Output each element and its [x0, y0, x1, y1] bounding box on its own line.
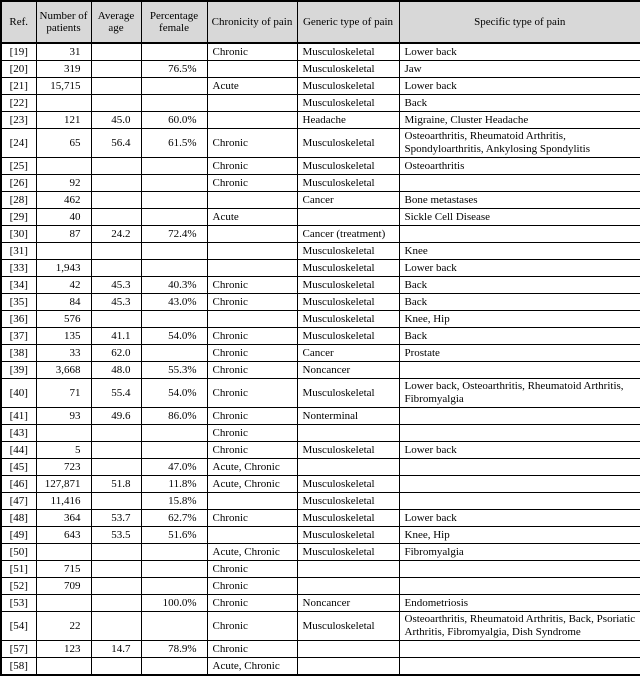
cell-specific-type: Sickle Cell Disease — [399, 209, 640, 226]
cell-num-patients — [36, 95, 91, 112]
cell-chronicity — [207, 243, 297, 260]
table-row — [1, 175, 640, 192]
cell-ref: [44] — [1, 442, 36, 459]
table-row — [1, 43, 640, 61]
cell-specific-type: Lower back — [399, 260, 640, 277]
cell-generic-type: Musculoskeletal — [297, 158, 399, 175]
cell-generic-type: Musculoskeletal — [297, 243, 399, 260]
cell-ref: [39] — [1, 362, 36, 379]
cell-num-patients: 71 — [36, 379, 91, 408]
cell-pct-female — [141, 612, 207, 641]
column-header-generic-type: Generic type of pain — [297, 1, 399, 43]
cell-chronicity: Acute, Chronic — [207, 459, 297, 476]
cell-chronicity: Chronic — [207, 277, 297, 294]
cell-specific-type: Endometriosis — [399, 595, 640, 612]
cell-pct-female — [141, 209, 207, 226]
cell-avg-age — [91, 442, 141, 459]
cell-ref: [41] — [1, 408, 36, 425]
cell-num-patients: 92 — [36, 175, 91, 192]
cell-specific-type — [399, 493, 640, 510]
cell-num-patients: 123 — [36, 641, 91, 658]
cell-ref: [38] — [1, 345, 36, 362]
cell-ref: [25] — [1, 158, 36, 175]
cell-specific-type — [399, 641, 640, 658]
cell-avg-age: 48.0 — [91, 362, 141, 379]
cell-ref: [33] — [1, 260, 36, 277]
cell-specific-type: Lower back — [399, 442, 640, 459]
cell-ref: [28] — [1, 192, 36, 209]
cell-ref: [46] — [1, 476, 36, 493]
cell-pct-female — [141, 260, 207, 277]
cell-chronicity: Chronic — [207, 379, 297, 408]
cell-avg-age — [91, 425, 141, 442]
cell-specific-type — [399, 578, 640, 595]
cell-pct-female — [141, 43, 207, 61]
table-row — [1, 243, 640, 260]
cell-avg-age — [91, 95, 141, 112]
cell-chronicity: Chronic — [207, 129, 297, 158]
cell-generic-type — [297, 561, 399, 578]
table-row — [1, 612, 640, 641]
cell-ref: [47] — [1, 493, 36, 510]
cell-chronicity: Chronic — [207, 578, 297, 595]
cell-ref: [43] — [1, 425, 36, 442]
cell-pct-female: 61.5% — [141, 129, 207, 158]
cell-specific-type: Knee, Hip — [399, 311, 640, 328]
cell-num-patients: 643 — [36, 527, 91, 544]
cell-generic-type: Cancer — [297, 192, 399, 209]
cell-avg-age: 55.4 — [91, 379, 141, 408]
cell-pct-female — [141, 311, 207, 328]
cell-pct-female: 76.5% — [141, 61, 207, 78]
cell-avg-age: 51.8 — [91, 476, 141, 493]
cell-chronicity: Acute, Chronic — [207, 476, 297, 493]
cell-ref: [19] — [1, 43, 36, 61]
cell-ref: [22] — [1, 95, 36, 112]
table-row — [1, 493, 640, 510]
cell-avg-age: 56.4 — [91, 129, 141, 158]
cell-chronicity: Chronic — [207, 641, 297, 658]
cell-pct-female — [141, 243, 207, 260]
cell-chronicity: Chronic — [207, 328, 297, 345]
cell-generic-type: Noncancer — [297, 362, 399, 379]
cell-chronicity: Chronic — [207, 425, 297, 442]
cell-specific-type — [399, 459, 640, 476]
cell-generic-type: Musculoskeletal — [297, 379, 399, 408]
cell-num-patients: 93 — [36, 408, 91, 425]
cell-specific-type: Osteoarthritis — [399, 158, 640, 175]
cell-chronicity: Chronic — [207, 158, 297, 175]
cell-avg-age — [91, 43, 141, 61]
cell-generic-type: Musculoskeletal — [297, 277, 399, 294]
cell-avg-age: 45.3 — [91, 277, 141, 294]
cell-avg-age — [91, 612, 141, 641]
table-row — [1, 442, 640, 459]
cell-pct-female — [141, 442, 207, 459]
cell-pct-female: 43.0% — [141, 294, 207, 311]
cell-ref: [53] — [1, 595, 36, 612]
table-row — [1, 362, 640, 379]
cell-chronicity: Chronic — [207, 442, 297, 459]
cell-generic-type — [297, 459, 399, 476]
cell-chronicity: Acute, Chronic — [207, 544, 297, 561]
table-header — [1, 1, 640, 43]
cell-specific-type: Lower back — [399, 510, 640, 527]
cell-avg-age — [91, 209, 141, 226]
cell-ref: [52] — [1, 578, 36, 595]
cell-num-patients: 42 — [36, 277, 91, 294]
cell-num-patients — [36, 243, 91, 260]
cell-pct-female — [141, 425, 207, 442]
cell-avg-age — [91, 61, 141, 78]
cell-ref: [36] — [1, 311, 36, 328]
table-row — [1, 158, 640, 175]
cell-chronicity — [207, 61, 297, 78]
cell-specific-type: Back — [399, 277, 640, 294]
cell-generic-type: Musculoskeletal — [297, 294, 399, 311]
table-row — [1, 379, 640, 408]
cell-generic-type: Cancer — [297, 345, 399, 362]
cell-ref: [21] — [1, 78, 36, 95]
cell-num-patients — [36, 158, 91, 175]
cell-pct-female — [141, 658, 207, 676]
cell-pct-female: 86.0% — [141, 408, 207, 425]
cell-num-patients: 11,416 — [36, 493, 91, 510]
cell-ref: [50] — [1, 544, 36, 561]
cell-pct-female: 62.7% — [141, 510, 207, 527]
cell-num-patients: 723 — [36, 459, 91, 476]
cell-generic-type: Nonterminal — [297, 408, 399, 425]
cell-specific-type: Fibromyalgia — [399, 544, 640, 561]
cell-specific-type: Prostate — [399, 345, 640, 362]
cell-generic-type: Musculoskeletal — [297, 527, 399, 544]
cell-ref: [26] — [1, 175, 36, 192]
cell-ref: [24] — [1, 129, 36, 158]
table-row — [1, 408, 640, 425]
cell-specific-type — [399, 561, 640, 578]
cell-avg-age — [91, 175, 141, 192]
cell-ref: [49] — [1, 527, 36, 544]
cell-chronicity: Chronic — [207, 561, 297, 578]
table-row — [1, 277, 640, 294]
cell-num-patients: 15,715 — [36, 78, 91, 95]
table-row — [1, 527, 640, 544]
table-body — [1, 43, 640, 675]
cell-num-patients — [36, 544, 91, 561]
cell-avg-age: 53.5 — [91, 527, 141, 544]
cell-generic-type: Musculoskeletal — [297, 510, 399, 527]
cell-chronicity: Chronic — [207, 612, 297, 641]
cell-generic-type: Musculoskeletal — [297, 493, 399, 510]
table-row — [1, 544, 640, 561]
cell-chronicity: Chronic — [207, 595, 297, 612]
cell-ref: [34] — [1, 277, 36, 294]
cell-chronicity: Chronic — [207, 43, 297, 61]
cell-pct-female — [141, 192, 207, 209]
cell-generic-type — [297, 641, 399, 658]
cell-avg-age — [91, 243, 141, 260]
cell-generic-type: Musculoskeletal — [297, 612, 399, 641]
table-row — [1, 641, 640, 658]
cell-pct-female: 54.0% — [141, 328, 207, 345]
cell-avg-age — [91, 459, 141, 476]
cell-avg-age — [91, 311, 141, 328]
cell-num-patients — [36, 425, 91, 442]
cell-avg-age — [91, 260, 141, 277]
cell-num-patients: 87 — [36, 226, 91, 243]
table-row — [1, 578, 640, 595]
cell-pct-female: 54.0% — [141, 379, 207, 408]
cell-chronicity: Chronic — [207, 408, 297, 425]
cell-avg-age: 49.6 — [91, 408, 141, 425]
cell-pct-female — [141, 578, 207, 595]
cell-ref: [37] — [1, 328, 36, 345]
table-row — [1, 260, 640, 277]
cell-chronicity — [207, 260, 297, 277]
table-row — [1, 561, 640, 578]
cell-generic-type: Musculoskeletal — [297, 175, 399, 192]
cell-specific-type: Osteoarthritis, Rheumatoid Arthritis, Spondyloarthritis, Ankylosing Spondylitis — [399, 129, 640, 158]
cell-specific-type: Migraine, Cluster Headache — [399, 112, 640, 129]
cell-avg-age — [91, 578, 141, 595]
cell-pct-female: 51.6% — [141, 527, 207, 544]
cell-num-patients: 65 — [36, 129, 91, 158]
cell-generic-type: Musculoskeletal — [297, 43, 399, 61]
cell-ref: [45] — [1, 459, 36, 476]
cell-specific-type — [399, 425, 640, 442]
cell-num-patients: 31 — [36, 43, 91, 61]
cell-pct-female — [141, 345, 207, 362]
cell-pct-female: 11.8% — [141, 476, 207, 493]
column-header-ref: Ref. — [1, 1, 36, 43]
cell-num-patients — [36, 658, 91, 676]
cell-pct-female: 78.9% — [141, 641, 207, 658]
cell-ref: [51] — [1, 561, 36, 578]
table-row — [1, 345, 640, 362]
cell-specific-type: Jaw — [399, 61, 640, 78]
cell-pct-female — [141, 78, 207, 95]
table-row — [1, 209, 640, 226]
cell-avg-age: 53.7 — [91, 510, 141, 527]
cell-num-patients: 1,943 — [36, 260, 91, 277]
cell-num-patients: 121 — [36, 112, 91, 129]
header-row — [1, 1, 640, 43]
cell-num-patients: 84 — [36, 294, 91, 311]
cell-pct-female: 72.4% — [141, 226, 207, 243]
cell-chronicity: Acute, Chronic — [207, 658, 297, 676]
cell-ref: [35] — [1, 294, 36, 311]
table-row — [1, 192, 640, 209]
cell-avg-age: 24.2 — [91, 226, 141, 243]
cell-chronicity: Chronic — [207, 345, 297, 362]
cell-specific-type — [399, 408, 640, 425]
cell-specific-type — [399, 362, 640, 379]
cell-specific-type: Osteoarthritis, Rheumatoid Arthritis, Back, Psoriatic Arthritis, Fibromyalgia, Dish Syndrome — [399, 612, 640, 641]
cell-num-patients: 40 — [36, 209, 91, 226]
cell-generic-type: Musculoskeletal — [297, 476, 399, 493]
table-row — [1, 658, 640, 676]
cell-pct-female: 47.0% — [141, 459, 207, 476]
cell-generic-type: Musculoskeletal — [297, 129, 399, 158]
column-header-chronicity: Chronicity of pain — [207, 1, 297, 43]
table-row — [1, 328, 640, 345]
cell-ref: [57] — [1, 641, 36, 658]
cell-avg-age — [91, 658, 141, 676]
cell-avg-age — [91, 78, 141, 95]
table-row — [1, 112, 640, 129]
cell-ref: [31] — [1, 243, 36, 260]
cell-chronicity — [207, 112, 297, 129]
cell-avg-age — [91, 561, 141, 578]
cell-ref: [58] — [1, 658, 36, 676]
table-row — [1, 510, 640, 527]
cell-ref: [40] — [1, 379, 36, 408]
cell-ref: [23] — [1, 112, 36, 129]
cell-generic-type: Musculoskeletal — [297, 328, 399, 345]
cell-specific-type — [399, 658, 640, 676]
table-row — [1, 459, 640, 476]
cell-avg-age — [91, 158, 141, 175]
cell-ref: [29] — [1, 209, 36, 226]
column-header-num-patients: Number of patients — [36, 1, 91, 43]
cell-pct-female: 60.0% — [141, 112, 207, 129]
cell-avg-age: 14.7 — [91, 641, 141, 658]
cell-specific-type: Bone metastases — [399, 192, 640, 209]
cell-pct-female — [141, 158, 207, 175]
cell-num-patients: 135 — [36, 328, 91, 345]
cell-ref: [48] — [1, 510, 36, 527]
cell-num-patients — [36, 595, 91, 612]
cell-chronicity — [207, 311, 297, 328]
table-row — [1, 311, 640, 328]
cell-chronicity: Chronic — [207, 510, 297, 527]
column-header-avg-age: Average age — [91, 1, 141, 43]
cell-num-patients: 576 — [36, 311, 91, 328]
cell-pct-female: 55.3% — [141, 362, 207, 379]
cell-specific-type: Back — [399, 328, 640, 345]
cell-pct-female — [141, 544, 207, 561]
cell-ref: [54] — [1, 612, 36, 641]
cell-num-patients: 319 — [36, 61, 91, 78]
cell-avg-age — [91, 544, 141, 561]
cell-pct-female: 100.0% — [141, 595, 207, 612]
cell-chronicity: Chronic — [207, 175, 297, 192]
cell-specific-type: Lower back, Osteoarthritis, Rheumatoid Arthritis, Fibromyalgia — [399, 379, 640, 408]
cell-ref: [30] — [1, 226, 36, 243]
table-row — [1, 294, 640, 311]
cell-specific-type: Back — [399, 294, 640, 311]
cell-pct-female: 15.8% — [141, 493, 207, 510]
cell-chronicity: Chronic — [207, 362, 297, 379]
cell-num-patients: 3,668 — [36, 362, 91, 379]
cell-generic-type — [297, 425, 399, 442]
cell-specific-type — [399, 226, 640, 243]
cell-avg-age: 41.1 — [91, 328, 141, 345]
table-row — [1, 95, 640, 112]
cell-generic-type: Musculoskeletal — [297, 544, 399, 561]
cell-specific-type — [399, 175, 640, 192]
cell-chronicity — [207, 226, 297, 243]
cell-num-patients: 709 — [36, 578, 91, 595]
table-row — [1, 61, 640, 78]
cell-specific-type: Lower back — [399, 78, 640, 95]
cell-generic-type: Musculoskeletal — [297, 311, 399, 328]
table-row — [1, 129, 640, 158]
cell-generic-type: Musculoskeletal — [297, 95, 399, 112]
cell-generic-type: Musculoskeletal — [297, 260, 399, 277]
cell-generic-type: Musculoskeletal — [297, 78, 399, 95]
cell-num-patients: 5 — [36, 442, 91, 459]
cell-avg-age: 62.0 — [91, 345, 141, 362]
cell-ref: [20] — [1, 61, 36, 78]
cell-specific-type: Lower back — [399, 43, 640, 61]
cell-generic-type — [297, 209, 399, 226]
cell-num-patients: 462 — [36, 192, 91, 209]
cell-specific-type: Knee — [399, 243, 640, 260]
cell-pct-female: 40.3% — [141, 277, 207, 294]
cell-num-patients: 127,871 — [36, 476, 91, 493]
cell-chronicity — [207, 493, 297, 510]
cell-num-patients: 33 — [36, 345, 91, 362]
cell-num-patients: 364 — [36, 510, 91, 527]
cell-generic-type: Cancer (treatment) — [297, 226, 399, 243]
cell-avg-age: 45.0 — [91, 112, 141, 129]
table-row — [1, 595, 640, 612]
cell-avg-age — [91, 192, 141, 209]
cell-generic-type: Musculoskeletal — [297, 61, 399, 78]
cell-avg-age: 45.3 — [91, 294, 141, 311]
table-row — [1, 78, 640, 95]
cell-chronicity — [207, 527, 297, 544]
cell-generic-type — [297, 658, 399, 676]
cell-generic-type: Musculoskeletal — [297, 442, 399, 459]
table-row — [1, 425, 640, 442]
cell-chronicity: Chronic — [207, 294, 297, 311]
column-header-pct-female: Percentage female — [141, 1, 207, 43]
cell-chronicity: Acute — [207, 209, 297, 226]
cell-pct-female — [141, 561, 207, 578]
column-header-specific-type: Specific type of pain — [399, 1, 640, 43]
table-row — [1, 476, 640, 493]
cell-num-patients: 22 — [36, 612, 91, 641]
cell-avg-age — [91, 493, 141, 510]
cell-num-patients: 715 — [36, 561, 91, 578]
cell-specific-type: Knee, Hip — [399, 527, 640, 544]
cell-specific-type: Back — [399, 95, 640, 112]
cell-chronicity — [207, 95, 297, 112]
cell-pct-female — [141, 175, 207, 192]
cell-chronicity: Acute — [207, 78, 297, 95]
cell-generic-type — [297, 578, 399, 595]
cell-generic-type: Noncancer — [297, 595, 399, 612]
cell-pct-female — [141, 95, 207, 112]
cell-chronicity — [207, 192, 297, 209]
table-row — [1, 226, 640, 243]
cell-specific-type — [399, 476, 640, 493]
cell-generic-type: Headache — [297, 112, 399, 129]
cell-avg-age — [91, 595, 141, 612]
